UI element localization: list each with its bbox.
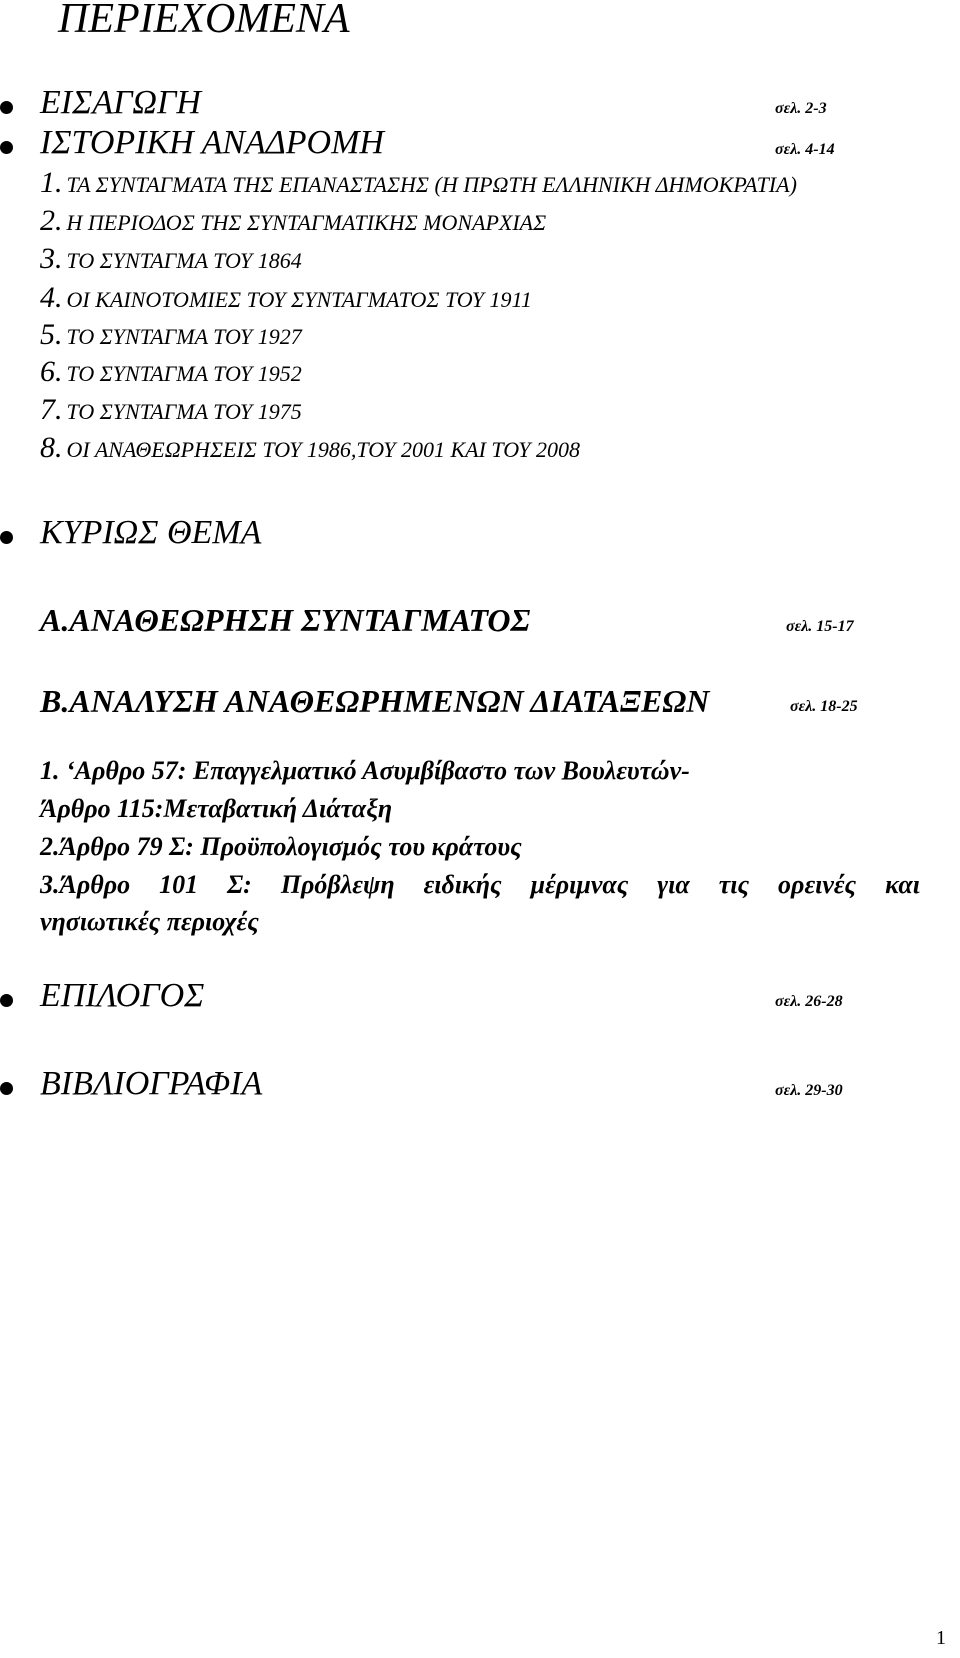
history-item-number: 8.: [40, 431, 63, 464]
history-item-text: ΤΟ ΣΥΝΤΑΓΜΑ ΤΟΥ 1975: [66, 399, 302, 424]
toc-entry-history: ΙΣΤΟΡΙΚΗ ΑΝΑΔΡΟΜΗ: [40, 124, 384, 161]
article-line: 3.Άρθρο 101 Σ: Πρόβλεψη ειδικής μέριμνας για τις ορεινές και: [40, 870, 920, 899]
history-item-number: 1.: [40, 166, 63, 199]
history-item-number: 2.: [40, 204, 63, 237]
history-item-number: 7.: [40, 393, 63, 426]
article-line: 2.Άρθρο 79 Σ: Προϋπολογισμός του κράτους: [40, 832, 522, 861]
history-item-number: 5.: [40, 318, 63, 351]
bullet-icon: [0, 101, 13, 114]
history-item-text: Η ΠΕΡΙΟΔΟΣ ΤΗΣ ΣΥΝΤΑΓΜΑΤΙΚΗΣ ΜΟΝΑΡΧΙΑΣ: [66, 210, 547, 235]
history-item-text: ΤΟ ΣΥΝΤΑΓΜΑ ΤΟΥ 1952: [66, 361, 302, 386]
section-a-heading: Α.ΑΝΑΘΕΩΡΗΣΗ ΣΥΝΤΑΓΜΑΤΟΣ: [40, 602, 531, 638]
toc-entry-main-topic: ΚΥΡΙΩΣ ΘΕΜΑ: [40, 514, 262, 551]
page-ref-section-a: σελ. 15-17: [786, 618, 854, 635]
page-ref-history: σελ. 4-14: [775, 141, 835, 158]
history-item-text: ΤΟ ΣΥΝΤΑΓΜΑ ΤΟΥ 1864: [66, 248, 302, 273]
bullet-icon: [0, 1082, 13, 1095]
history-item-text: ΤΟ ΣΥΝΤΑΓΜΑ ΤΟΥ 1927: [66, 324, 302, 349]
bullet-icon: [0, 531, 13, 544]
article-line: νησιωτικές περιοχές: [40, 907, 259, 936]
article-line: 1. ‘Αρθρο 57: Επαγγελματικό Ασυμβίβαστο των Βουλευτών-: [40, 756, 690, 785]
history-item-text: ΟΙ ΑΝΑΘΕΩΡΗΣΕΙΣ ΤΟΥ 1986,ΤΟΥ 2001 ΚΑΙ ΤΟΥ 2008: [66, 437, 580, 462]
history-item-text: ΤΑ ΣΥΝΤΑΓΜΑΤΑ ΤΗΣ ΕΠΑΝΑΣΤΑΣΗΣ (Η ΠΡΩΤΗ ΕΛΛΗΝΙΚΗ ΔΗΜΟΚΡΑΤΙΑ): [66, 172, 797, 197]
history-item: [40, 283, 532, 313]
bullet-icon: [0, 994, 13, 1007]
page-ref-section-b: σελ. 18-25: [790, 698, 858, 715]
history-item-number: 4.: [40, 281, 63, 314]
history-item: [40, 320, 302, 350]
history-item-number: 6.: [40, 355, 63, 388]
toc-entry-epilogue: ΕΠΙΛΟΓΟΣ: [40, 977, 205, 1014]
page-number: 1: [936, 1627, 946, 1649]
history-item: [40, 357, 302, 387]
toc-entry-intro: ΕΙΣΑΓΩΓΗ: [40, 84, 201, 121]
article-line: Άρθρο 115:Μεταβατική Διάταξη: [40, 794, 393, 823]
history-item-text: ΟΙ ΚΑΙΝΟΤΟΜΙΕΣ ΤΟΥ ΣΥΝΤΑΓΜΑΤΟΣ ΤΟΥ 1911: [66, 287, 532, 312]
history-item: [40, 244, 302, 274]
history-item-number: 3.: [40, 242, 63, 275]
page-ref-bibliography: σελ. 29-30: [775, 1082, 843, 1099]
page-ref-epilogue: σελ. 26-28: [775, 993, 843, 1010]
toc-title: ΠΕΡΙΕΧΟΜΕΝΑ: [58, 0, 350, 42]
history-item: [40, 433, 580, 463]
toc-entry-bibliography: ΒΙΒΛΙΟΓΡΑΦΙΑ: [40, 1065, 263, 1102]
history-item: [40, 395, 302, 425]
section-b-heading: Β.ΑΝΑΛΥΣΗ ΑΝΑΘΕΩΡΗΜΕΝΩΝ ΔΙΑΤΑΞΕΩΝ: [40, 683, 710, 719]
bullet-icon: [0, 141, 13, 154]
history-item: [40, 168, 797, 198]
history-item: [40, 206, 546, 236]
page-ref-intro: σελ. 2-3: [775, 100, 827, 117]
